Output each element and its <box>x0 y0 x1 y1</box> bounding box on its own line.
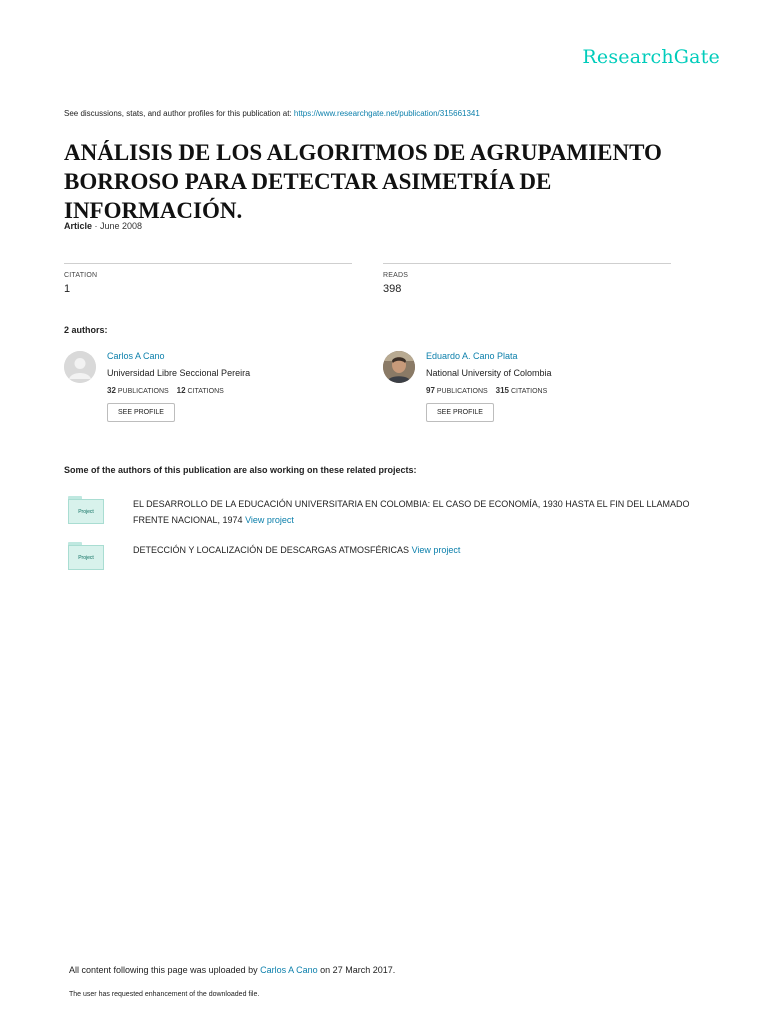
view-project-link[interactable]: View project <box>245 515 294 525</box>
citation-value: 1 <box>64 283 71 295</box>
citations-count: 315 <box>495 386 509 395</box>
title-line-1: ANÁLISIS DE LOS ALGORITMOS DE AGRUPAMIENTO <box>64 140 662 165</box>
author-name-link[interactable]: Carlos A Cano <box>107 351 165 361</box>
related-projects-heading: Some of the authors of this publication are also working on these related projects: <box>64 465 417 475</box>
reads-label: READS <box>383 272 409 279</box>
researchgate-logo[interactable]: ResearchGate <box>582 46 720 68</box>
citations-label: CITATIONS <box>510 388 548 395</box>
reads-stat <box>383 263 671 295</box>
publication-url-link[interactable]: https://www.researchgate.net/publication/315661341 <box>293 109 480 118</box>
publications-label: PUBLICATIONS <box>436 388 488 395</box>
author-name-link[interactable]: Eduardo A. Cano Plata <box>426 351 518 361</box>
upload-info <box>69 965 395 975</box>
reads-value: 398 <box>383 283 402 295</box>
upload-prefix: All content following this page was uploaded by <box>69 965 261 975</box>
authors-heading: 2 authors: <box>64 325 108 335</box>
author-stats <box>426 386 686 395</box>
project-folder-icon[interactable] <box>68 496 104 524</box>
default-avatar-icon[interactable] <box>64 351 96 383</box>
discussion-text: See discussions, stats, and author profiles for this publication at: <box>64 109 294 118</box>
project-title: EL DESARROLLO DE LA EDUCACIÓN UNIVERSITARIA EN COLOMBIA: EL CASO DE ECONOMÍA, 1930 HASTA EL FIN DEL LLAMADO FRENTE NACIONAL, 1974 <box>133 499 690 525</box>
article-type: Article <box>64 221 93 231</box>
citation-label: CITATION <box>64 272 98 279</box>
project-icon-label: Project <box>78 554 94 561</box>
uploader-link[interactable]: Carlos A Cano <box>260 965 318 975</box>
project-title: DETECCIÓN Y LOCALIZACIÓN DE DESCARGAS ATMOSFÉRICAS <box>133 545 410 555</box>
photo-avatar-icon[interactable] <box>383 351 415 383</box>
citations-count: 12 <box>176 386 186 395</box>
see-profile-button[interactable]: SEE PROFILE <box>426 403 494 422</box>
publication-title <box>64 138 724 225</box>
publications-count: 97 <box>426 386 435 395</box>
view-project-link[interactable]: View project <box>411 545 461 555</box>
upload-suffix: on 27 March 2017. <box>317 965 396 975</box>
article-meta <box>64 221 142 231</box>
publications-label: PUBLICATIONS <box>117 388 169 395</box>
citation-stat <box>64 263 352 295</box>
enhancement-note: The user has requested enhancement of the downloaded file. <box>69 991 260 998</box>
title-line-2: BORROSO PARA DETECTAR ASIMETRÍA DE INFORMACIÓN. <box>64 169 552 223</box>
citations-label: CITATIONS <box>187 388 224 395</box>
author-institution: National University of Colombia <box>426 368 552 378</box>
author-stats <box>107 386 367 395</box>
project-description <box>133 542 703 558</box>
discussion-line <box>64 109 480 118</box>
publications-count: 32 <box>107 386 116 395</box>
article-date: · June 2008 <box>94 221 143 231</box>
author-institution: Universidad Libre Seccional Pereira <box>107 368 251 378</box>
project-folder-icon[interactable] <box>68 542 104 570</box>
see-profile-button[interactable]: SEE PROFILE <box>107 403 175 422</box>
project-description <box>133 496 703 528</box>
project-icon-label: Project <box>78 508 94 515</box>
